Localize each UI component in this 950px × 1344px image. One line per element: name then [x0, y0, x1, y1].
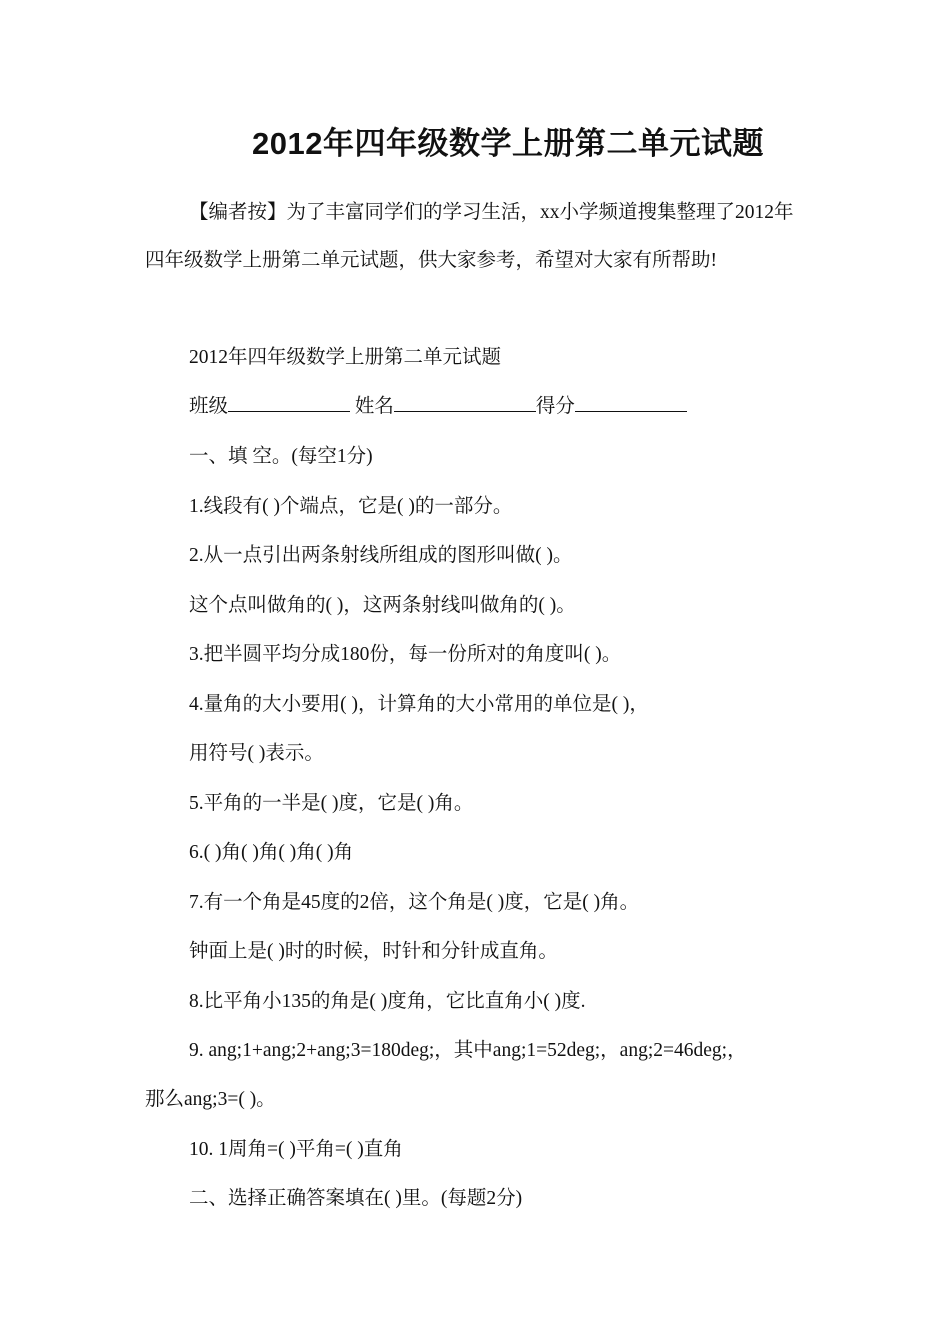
question-1: 1.线段有( )个端点，它是( )的一部分。	[189, 496, 513, 517]
student-info-line	[189, 390, 687, 418]
question-8: 8.比平角小135的角是( )度角，它比直角小( )度.	[189, 991, 586, 1012]
class-blank	[228, 392, 350, 412]
class-label: 班级	[189, 396, 229, 417]
question-6: 6.( )角( )角( )角( )角	[189, 842, 354, 863]
question-3: 3.把半圆平均分成180份，每一份所对的角度叫( )。	[189, 644, 622, 665]
question-4: 4.量角的大小要用( )，计算角的大小常用的单位是( )，	[189, 694, 649, 715]
document-title: 2012年四年级数学上册第二单元试题	[252, 126, 764, 161]
question-4-continued: 用符号( )表示。	[189, 743, 324, 764]
question-2: 2.从一点引出两条射线所组成的图形叫做( )。	[189, 545, 573, 566]
name-label: 姓名	[354, 396, 394, 417]
editor-note-text: 【编者按】为了丰富同学们的学习生活，xx小学频道搜集整理了2012年四年级数学上册第二单元试题，供大家参考，希望对大家有所帮助!	[145, 202, 794, 271]
question-5: 5.平角的一半是( )度，它是( )角。	[189, 793, 474, 814]
question-2-continued: 这个点叫做角的( )，这两条射线叫做角的( )。	[189, 595, 576, 616]
score-blank	[575, 392, 687, 412]
name-blank	[394, 392, 536, 412]
score-label: 得分	[535, 396, 575, 417]
section-heading-fill-blank: 一、填 空。(每空1分)	[189, 446, 373, 467]
question-9: 9. ang;1+ang;2+ang;3=180deg;，其中ang;1=52deg;，ang;2=46deg;，	[189, 1040, 747, 1061]
question-10: 10. 1周角=( )平角=( )直角	[189, 1139, 403, 1160]
section-heading-multiple-choice: 二、选择正确答案填在( )里。(每题2分)	[189, 1188, 523, 1209]
question-7-continued: 钟面上是( )时的时候，时针和分针成直角。	[189, 941, 558, 962]
question-7: 7.有一个角是45度的2倍，这个角是( )度，它是( )角。	[189, 892, 640, 913]
editor-note	[145, 189, 810, 285]
subtitle: 2012年四年级数学上册第二单元试题	[189, 347, 502, 368]
question-9-continued: 那么ang;3=( )。	[145, 1089, 276, 1110]
